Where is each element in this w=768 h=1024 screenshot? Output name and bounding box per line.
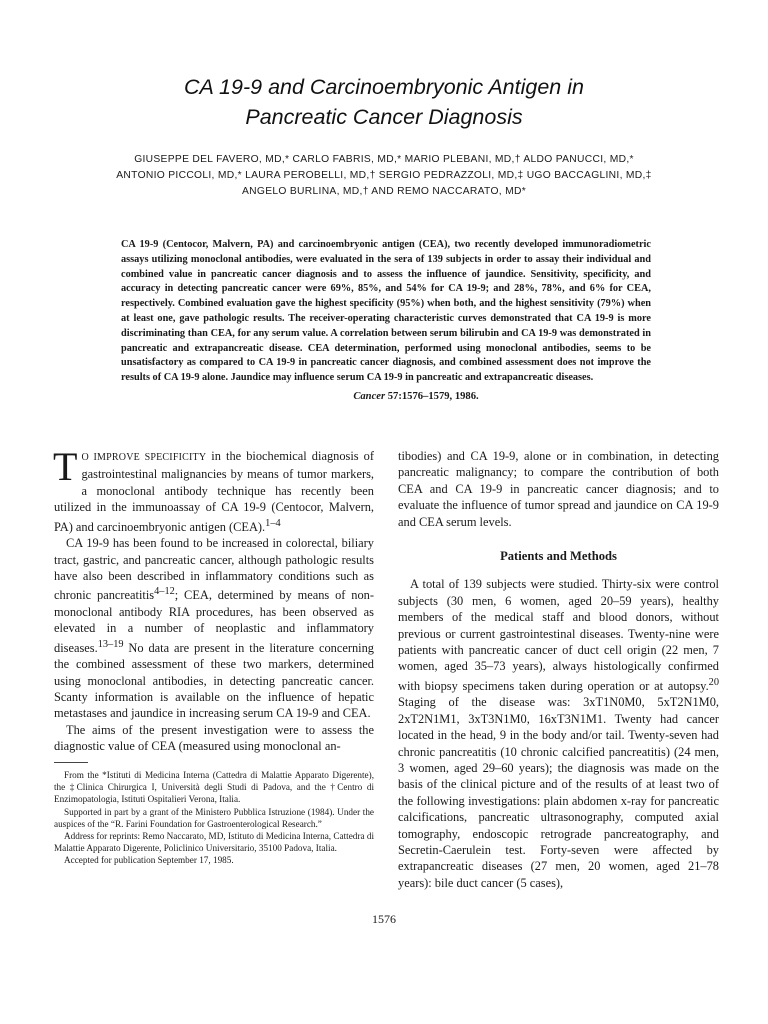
intro-paragraph-2-text-c: No data are present in the literature concerning the combined assessment of these two markers, determined using monoclonal antibodies, in detecting pancreatic cancer. Scanty information is available on the influence of hepatic metastases and jaundice in increasing serum CA 19-9 and CEA. [54, 640, 374, 721]
methods-paragraph-text-a: A total of 139 subjects were studied. Thirty-six were control subjects (30 men, 6 women, aged 20–59 years), healthy members of the medical staff and blood donors, without previous or current gastrointestinal diseases. Twenty-nine were patients with pancreatic cancer of duct cell origin (22 men, 7 women, aged 35–73 years), always histologically confirmed with biopsy specimens taken during operation or at autopsy. [398, 577, 719, 693]
aims-paragraph-continued: tibodies) and CA 19-9, alone or in combination, in detecting pancreatic malignancy; to compare the contribution of both CEA and CA 19-9 in pancreatic cancer diagnosis; and to evaluate the influence of tumor spread and jaundice on CA 19-9 and CEA serum levels. [398, 449, 719, 529]
citation-superscript: 20 [708, 676, 719, 688]
footnotes [54, 762, 374, 867]
intro-small-caps: O IMPROVE SPECIFICITY [81, 452, 207, 463]
page-number: 1576 [372, 912, 396, 926]
methods-paragraph-text-b: Staging of the disease was: 3xT1N0M0, 5xT2N1M0, 2xT2N1M1, 3xT3N1M0, 16xT3N1M1. Twenty had cancer located in the head, 9 in the body and/or tail. Twenty-seven had chronic pancreatitis (10 chronic calcified pancreatitis) (24 men, 3 women, aged 29–60 years); the diagnosis was made on the basis of the clinical picture and of the results of at least two of the following investigations: plain abdomen x-ray for pancreatic calcifications, pancreatic ultrasonography, computed axial tomography, endoscopic retrograde pancreatography, and Secretin-Caerulein test. Forty-seven were affected by extrapancreatic diseases (27 men, 20 women, aged 21–78 years): bile duct cancer (5 cases), [398, 695, 719, 890]
footnote-affiliations: From the *Istituti di Medicina Interna (Cattedra di Malattie Apparato Digerente), the ‡Clinica Chirurgica I, Università degli Studi di Padova, and the †Centro di Enzimopatologia, Istituti Ospitalieri Verona, Italia. [54, 770, 374, 805]
footnote-support: Supported in part by a grant of the Ministero Pubblica Istruzione (1984). Under the auspices of the “R. Farini Foundation for Gastroenterological Research.” [54, 806, 374, 829]
citation-superscript: 13–19 [97, 638, 124, 650]
drop-cap: T [53, 444, 78, 489]
article-title-line-2: Pancreatic Cancer Diagnosis [245, 105, 523, 129]
right-column [398, 448, 719, 891]
intro-paragraph-2-text-a: CA 19-9 has been found to be increased in colorectal, biliary tract, gastric, and pancreatic cancer, although pathologic results have also been described in inflammatory conditions such as chronic pancreatitis [54, 536, 374, 603]
methods-paragraph [398, 576, 719, 891]
abstract [121, 238, 651, 405]
journal-name: Cancer [353, 390, 386, 402]
left-column [53, 444, 374, 755]
footnote-divider [54, 762, 88, 763]
citation-superscript: 4–12 [154, 586, 175, 598]
intro-paragraph-2 [54, 535, 374, 722]
citation-superscript: 1–4 [265, 517, 281, 529]
intro-paragraph-3: The aims of the present investigation were to assess the diagnostic value of CEA (measured using monoclonal an- [54, 722, 374, 754]
footnote-accepted: Accepted for publication September 17, 1985. [64, 855, 234, 866]
author-line-2: ANTONIO PICCOLI, MD,* LAURA PEROBELLI, MD,† SERGIO PEDRAZZOLI, MD,‡ UGO BACCAGLINI, MD,‡ [116, 170, 652, 181]
author-line-3: ANGELO BURLINA, MD,† AND REMO NACCARATO, MD* [241, 186, 526, 197]
intro-paragraph-1 [53, 444, 374, 535]
intro-paragraph-1-text: in the biochemical diagnosis of gastrointestinal malignancies by means of tumor markers, a monoclonal antibody technique has recently been utilized in the immunoassay of CA 19-9 (Centocor, Malvern, PA) and carcinoembryonic antigen (CEA). [54, 449, 374, 534]
author-line-1: GIUSEPPE DEL FAVERO, MD,* CARLO FABRIS, MD,* MARIO PLEBANI, MD,† ALDO PANUCCI, MD,* [134, 154, 634, 165]
section-heading: Patients and Methods [500, 549, 617, 564]
abstract-text: CA 19-9 (Centocor, Malvern, PA) and carcinoembryonic antigen (CEA), two recently developed immunoradiometric assays utilizing monoclonal antibodies, were evaluated in the sera of 139 subjects in order to assay their individual and combined value in pancreatic cancer diagnosis and to assess the influence of jaundice. Sensitivity, specificity, and accuracy in detecting pancreatic cancer were 69%, 85%, and 54% for CA 19-9; and 28%, 78%, and 6% for CEA, respectively. Combined evaluation gave the highest specificity (95%) when both, and the highest sensitivity (79%) when at least one, gave pathologic results. The receiver-operating characteristic curves demonstrated that CA 19-9 is more discriminating than CEA, for any serum value. A correlation between serum bilirubin and CA 19-9 was demonstrated in pancreatic and extrapancreatic disease. CEA determination, performed using monoclonal antibodies, seems to be unsatisfactory as compared to CA 19-9 in pancreatic cancer diagnosis, and combined assessment does not improve the results of CA 19-9 alone. Jaundice may influence serum CA 19-9 in pancreatic and extrapancreatic diseases. [121, 239, 651, 384]
footnote-reprints: Address for reprints: Remo Naccarato, MD, Istituto di Medicina Interna, Cattedra di Malattie Apparato Digerente, Policlinico Universitario, 35100 Padova, Italia. [54, 831, 374, 854]
journal-reference: 57:1576–1579, 1986. [387, 390, 479, 402]
journal-citation [121, 390, 651, 405]
article-title [60, 72, 708, 132]
intro-paragraph-2-text-b: ; CEA, determined by means of non-monoclonal antibody RIA procedures, has been observed as elevated in a number of neoplastic and inflammatory diseases. [54, 588, 374, 655]
article-title-line-1: CA 19-9 and Carcinoembryonic Antigen in [184, 75, 584, 99]
author-list [40, 152, 728, 200]
